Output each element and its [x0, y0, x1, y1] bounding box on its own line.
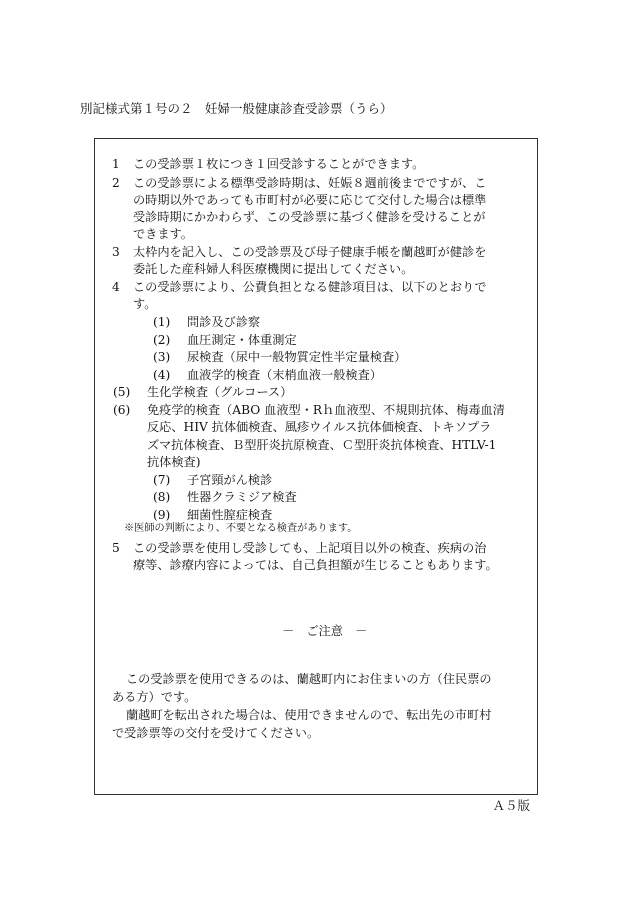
item-1-line-1: この受診票１枚につき１回受診することができます。	[133, 157, 425, 171]
sub-item-8-number: (8)	[153, 490, 171, 504]
sub-item-2-text: 血圧測定・体重測定	[187, 333, 297, 347]
item-3-number: 3	[112, 245, 120, 259]
sub-item-6-line-4: 抗体検査)	[147, 455, 201, 469]
doctor-judgment-note: ※医師の判断により、不要となる検査があります。	[124, 523, 358, 534]
sub-item-3-text: 尿検査（尿中一般物質定性半定量検査）	[187, 350, 407, 364]
sub-item-6-line-3: ズマ抗体検査、Ｂ型肝炎抗原検査、Ｃ型肝炎抗体検査、HTLV-1	[147, 438, 497, 452]
sub-item-9-number: (9)	[153, 508, 171, 522]
notice-line-3: 蘭越町を転出された場合は、使用できませんので、転出先の市町村	[126, 708, 492, 722]
paper-size-label: Ａ５版	[492, 798, 530, 813]
notice-line-1: この受診票を使用できるのは、蘭越町内にお住まいの方（住民票の	[126, 672, 492, 686]
sub-item-7-text: 子宮頸がん検診	[187, 473, 273, 487]
sub-item-2-number: (2)	[153, 333, 171, 347]
sub-item-3-number: (3)	[153, 350, 171, 364]
sub-item-5-text: 生化学検査（グルコース）	[147, 385, 293, 399]
sub-item-6-line-1: 免疫学的検査（ABO 血液型・Rｈ血液型、不規則抗体、梅毒血清	[147, 403, 505, 417]
notice-line-2: ある方）です。	[112, 690, 197, 704]
item-2-line-4: できます。	[133, 227, 193, 241]
item-1-number: 1	[112, 157, 120, 171]
notice-heading: － ご注意 －	[282, 624, 368, 638]
item-5-line-2: 療等、診療内容によっては、自己負担額が生じることもあります。	[133, 558, 498, 572]
sub-item-4-number: (4)	[153, 368, 171, 382]
sub-item-9-text: 細菌性膣症検査	[187, 508, 273, 522]
item-5-line-1: この受診票を使用し受診しても、上記項目以外の検査、疾病の治	[133, 541, 487, 555]
sub-item-6-number: (6)	[113, 403, 131, 417]
sub-item-1-number: (1)	[153, 315, 171, 329]
item-2-line-2: の時期以外であっても市町村が必要に応じて交付した場合は標準	[133, 193, 487, 207]
item-2-number: 2	[112, 176, 120, 190]
item-3-line-1: 太枠内を記入し、この受診票及び母子健康手帳を蘭越町が健診を	[133, 245, 487, 259]
sub-item-5-number: (5)	[113, 385, 131, 399]
sub-item-1-text: 問診及び診察	[187, 315, 261, 329]
item-2-line-3: 受診時期にかかわらず、この受診票に基づく健診を受けることが	[133, 210, 486, 224]
sub-item-6-line-2: 反応、HIV 抗体価検査、風疹ウイルス抗体価検査、トキソプラ	[147, 420, 492, 434]
item-4-number: 4	[112, 280, 120, 294]
item-2-line-1: この受診票による標準受診時期は、妊娠８週前後までですが、こ	[133, 176, 487, 190]
sub-item-8-text: 性器クラミジア検査	[187, 490, 297, 504]
document-title: 別記様式第１号の２ 妊婦一般健康診査受診票（うら）	[80, 101, 393, 116]
sub-item-4-text: 血液学的検査（末梢血液一般検査）	[187, 368, 382, 382]
notice-line-4: で受診票等の交付を受けてください。	[112, 726, 320, 740]
item-3-line-2: 委託した産科婦人科医療機関に提出してください。	[133, 262, 414, 276]
sub-item-7-number: (7)	[153, 473, 171, 487]
item-4-line-2: す。	[133, 297, 157, 311]
item-4-line-1: この受診票により、公費負担となる健診項目は、以下のとおりで	[133, 280, 487, 294]
item-5-number: 5	[112, 541, 120, 555]
